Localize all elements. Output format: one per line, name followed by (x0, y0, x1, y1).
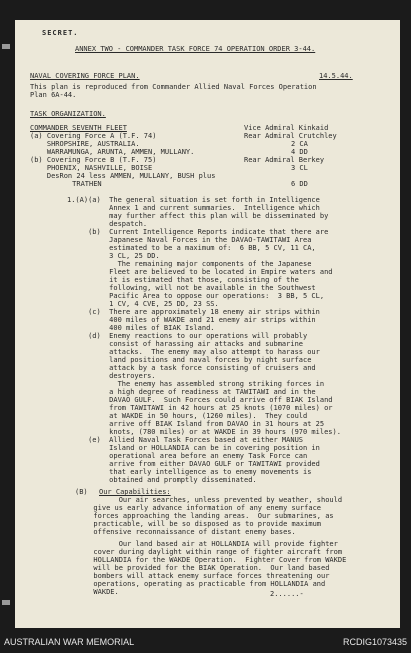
task-org-row-right: 2 CA (291, 140, 308, 148)
body-line: (d) Enemy reactions to our operations will probably (67, 332, 308, 340)
body-line: 400 miles of WAKDE and 21 enemy air strips within (67, 316, 316, 324)
plan-intro-line-2: Plan 6A-44. (30, 91, 77, 99)
body-line: attacks. The enemy may also attempt to harass our (67, 348, 320, 356)
body-line: 400 miles of BIAK Island. (67, 324, 215, 332)
body-line: 1 CV, 4 CVE, 25 DD, 23 SS. (67, 300, 219, 308)
capabilities-line: forces approaching the landing areas. Our submarines, as (85, 512, 334, 520)
body-line: DAVAO GULF. Such Forces could arrive off BIAK Island (67, 396, 333, 404)
task-org-row-right: Rear Admiral Berkey (244, 156, 325, 164)
body-line: obtained and promptly disseminated. (67, 476, 257, 484)
body-line: The enemy has assembled strong striking forces in (67, 380, 325, 388)
capabilities-line: practicable, will be so disposed as to provide maximum (85, 520, 322, 528)
body-line: that early intelligence as to enemy movements is (67, 468, 312, 476)
task-org-row-left: (a) Covering Force A (T.F. 74) (30, 132, 157, 140)
task-org-row-left: PHOENIX, NASHVILLE, BOISE (30, 164, 153, 172)
annex-title: ANNEX TWO - COMMANDER TASK FORCE 74 OPERATION ORDER 3-44. (75, 45, 316, 53)
body-line: Annex 1 and current summaries. Intelligence which (67, 204, 320, 212)
body-line: (c) There are approximately 18 enemy air strips within (67, 308, 320, 316)
task-org-row-right: Vice Admiral Kinkaid (244, 124, 329, 132)
body-line: destroyers. (67, 372, 156, 380)
task-org-row-left: TRATHEN (30, 180, 102, 188)
body-line: arrive off BIAK Island from DAVAO in 31 hours at 25 (67, 420, 325, 428)
archive-footer (0, 631, 411, 653)
body-line: attack by a task force consisting of cruisers and (67, 364, 316, 372)
body-line: Island or HOLLANDIA can be in covering position in (67, 444, 320, 452)
body-line: 1.(A)(a) The general situation is set forth in Intelligence (67, 196, 320, 204)
binding-hole-mark (2, 44, 10, 49)
capabilities-line: bombers will attack enemy surface forces threatening our (85, 572, 330, 580)
classification-mark: SECRET. (42, 29, 79, 37)
body-line: despatch. (67, 220, 148, 228)
capabilities-line: operations, operating as practicable from HOLLANDIA and (85, 580, 326, 588)
body-line: Japanese Naval Forces in the DAVAO-TAWITAWI Area (67, 236, 312, 244)
body-line: land positions and naval forces by night surface (67, 356, 312, 364)
task-org-row-left: WARRAMUNGA, ARUNTA, AMMEN, MULLANY. (30, 148, 195, 156)
task-org-heading: TASK ORGANIZATION. (30, 110, 106, 118)
capabilities-line: will be provided for the BIAK Operation. Our land based (85, 564, 330, 572)
capabilities-line: offensive reconnaissance of distant enemy bases. (85, 528, 296, 536)
capabilities-line: Our air searches, unless prevented by weather, should (85, 496, 343, 504)
task-org-row-left: DesRon 24 less AMMEN, MULLANY, BUSH plus (30, 172, 216, 180)
body-line: from TAWITAWI in 42 hours at 25 knots (1070 miles) or (67, 404, 333, 412)
body-line: (b) Current Intelligence Reports indicate that there are (67, 228, 329, 236)
body-line: it is estimated that those, consisting of the (67, 276, 299, 284)
body-line: may further affect this plan will be disseminated by (67, 212, 329, 220)
task-org-row-right: 3 CL (291, 164, 308, 172)
task-org-row-right: Rear Admiral Crutchley (244, 132, 337, 140)
document-page (15, 20, 400, 628)
body-line: arrive from either DAVAO GULF or TAWITAWI provided (67, 460, 320, 468)
capabilities-line: HOLLANDIA for the WAKDE Operation. Fighter Cover from WAKDE (85, 556, 347, 564)
body-line: Pacific Area to oppose our operations: 3 BB, 5 CL, (67, 292, 325, 300)
task-org-row-left: (b) Covering Force B (T.F. 75) (30, 156, 157, 164)
capabilities-line: WAKDE. (85, 588, 119, 596)
body-line: Fleet are believed to be located in Empire waters and (67, 268, 333, 276)
body-line: The remaining major components of the Japanese (67, 260, 312, 268)
capabilities-label: (B) (75, 488, 88, 496)
task-org-row-left: COMMANDER SEVENTH FLEET (30, 124, 127, 132)
plan-date: 14.5.44. (319, 72, 353, 80)
capabilities-line: Our land based air at HOLLANDIA will provide fighter (85, 540, 338, 548)
task-org-row-left: SHROPSHIRE, AUSTRALIA. (30, 140, 140, 148)
plan-intro-line-1: This plan is reproduced from Commander Allied Naval Forces Operation (30, 83, 317, 91)
body-line: consist of harassing air attacks and submarine (67, 340, 304, 348)
body-line: a high degree of readiness at TAWITAWI and in the (67, 388, 316, 396)
task-org-row-right: 4 DD (291, 148, 308, 156)
body-line: operational area before an enemy Task Force can (67, 452, 308, 460)
body-line: at WAKDE in 50 hours, (1260 miles). They could (67, 412, 308, 420)
capabilities-line: cover during daylight within range of fighter aircraft from (85, 548, 343, 556)
record-id: RCDIG1073435 (342, 637, 407, 647)
archive-name: AUSTRALIAN WAR MEMORIAL (4, 637, 135, 647)
body-line: estimated to be a maximum of: 6 BB, 5 CV, 11 CA, (67, 244, 316, 252)
binding-hole-mark (2, 600, 10, 605)
body-line: following, will not be available in the Southwest (67, 284, 316, 292)
plan-title: NAVAL COVERING FORCE PLAN. (30, 72, 140, 80)
body-line: (e) Allied Naval Task Forces based at either MANUS (67, 436, 304, 444)
body-line: 3 CL, 25 DD. (67, 252, 160, 260)
page-continuation-mark: 2......- (270, 590, 304, 598)
capabilities-line: give us early advance information of any enemy surface (85, 504, 322, 512)
capabilities-heading: Our Capabilities: (99, 488, 171, 496)
task-org-row-right: 6 DD (291, 180, 308, 188)
body-line: knots, (780 miles) or at WAKDE in 39 hours (970 miles). (67, 428, 341, 436)
